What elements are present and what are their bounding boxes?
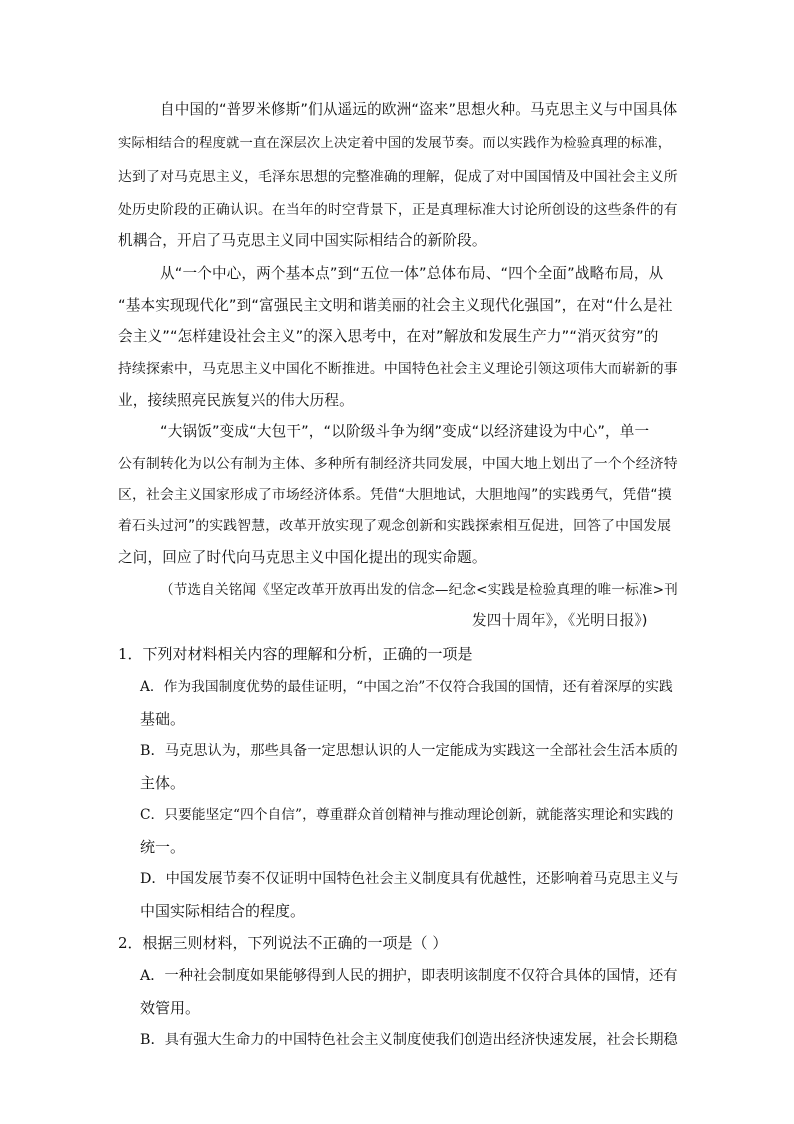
paragraph-1-line: 达到了对马克思主义，毛泽东思想的完整准确的理解，促成了对中国国情及中国社会主义所 — [118, 169, 678, 185]
paragraph-1-line: 自中国的“普罗米修斯”们从遥远的欧洲“盗来”思想火种。马克思主义与中国具体 — [160, 101, 678, 118]
paragraph-3-line: 之问，回应了时代向马克思主义中国化提出的现实命题。 — [118, 549, 487, 566]
question-1-option-b-cont: 主体。 — [140, 774, 186, 792]
question-2-option-a: A．一种社会制度如果能够得到人民的拥护，即表明该制度不仅符合具体的国情，还有 — [140, 968, 678, 984]
question-1-option-a-cont: 基础。 — [140, 710, 186, 728]
question-1-stem: 1．下列对材料相关内容的理解和分析，正确的一项是 — [118, 645, 473, 663]
paragraph-1-line: 实际相结合的程度就一直在深层次上决定着中国的发展节奏。而以实践作为检验真理的标准， — [118, 136, 672, 151]
paragraph-3-line: “大锅饭”变成“大包干”，“以阶级斗争为纲”变成“以经济建设为中心”，单一 — [160, 423, 650, 440]
paragraph-3-line: 区，社会主义国家形成了市场经济体系。凭借“大胆地试，大胆地闯”的实践勇气，凭借“摸 — [118, 487, 672, 503]
source-citation-line: 发四十周年》，《光明日报》) — [472, 612, 648, 629]
paragraph-1-line: 机耦合，开启了马克思主义同中国实际相结合的新阶段。 — [118, 232, 487, 249]
source-citation-line: （节选自关铭闻《坚定改革开放再出发的信念—纪念<实践是检验真理的唯一标准>刊 — [160, 582, 678, 598]
question-1-option-a: A．作为我国制度优势的最佳证明，“中国之治”不仅符合我国的国情，还有着深厚的实践 — [140, 679, 673, 695]
paragraph-3-line: 着石头过河”的实践智慧，改革开放实现了观念创新和实践探索相互促进，回答了中国发展 — [118, 518, 672, 534]
question-2-option-a-cont: 效管用。 — [140, 999, 201, 1017]
paragraph-1-line: 处历史阶段的正确认识。在当年的时空背景下，正是真理标准大讨论所创设的这些条件的有 — [118, 202, 678, 218]
question-2-option-b: B．具有强大生命力的中国特色社会主义制度使我们创造出经济快速发展，社会长期稳 — [140, 1032, 678, 1048]
question-1-option-c: C．只要能坚定“四个自信”，尊重群众首创精神与推动理论创新，就能落实理论和实践的 — [140, 807, 674, 823]
question-1-option-c-cont: 统一。 — [140, 838, 186, 856]
question-2-stem: 2．根据三则材料，下列说法不正确的一项是（ ） — [118, 934, 448, 952]
question-1-option-b: B．马克思认为，那些具备一定思想认识的人一定能成为实践这一全部社会生活本质的 — [140, 743, 678, 759]
paragraph-2-line: “基本实现现代化”到“富强民主文明和谐美丽的社会主义现代化强国”，在对“什么是社 — [118, 297, 673, 314]
paragraph-2-line: 会主义”“怎样建设社会主义”的深入思考中，在对”解放和发展生产力”“消灭贫穷”的 — [118, 328, 659, 345]
paragraph-2-line: 业，接续照亮民族复兴的伟大历程。 — [118, 392, 354, 409]
question-1-option-d: D．中国发展节奏不仅证明中国特色社会主义制度具有优越性，还影响着马克思主义与 — [140, 871, 679, 887]
paragraph-3-line: 公有制转化为以公有制为主体、多种所有制经济共同发展，中国大地上划出了一个个经济特 — [118, 456, 678, 472]
question-1-option-d-cont: 中国实际相结合的程度。 — [140, 902, 306, 920]
paragraph-2-line: 从“一个中心，两个基本点”到“五位一体”总体布局、“四个全面”战略布局，从 — [160, 265, 664, 282]
paragraph-2-line: 持续探索中，马克思主义中国化不断推进。中国特色社会主义理论引领这项伟大而崭新的事 — [118, 361, 678, 377]
